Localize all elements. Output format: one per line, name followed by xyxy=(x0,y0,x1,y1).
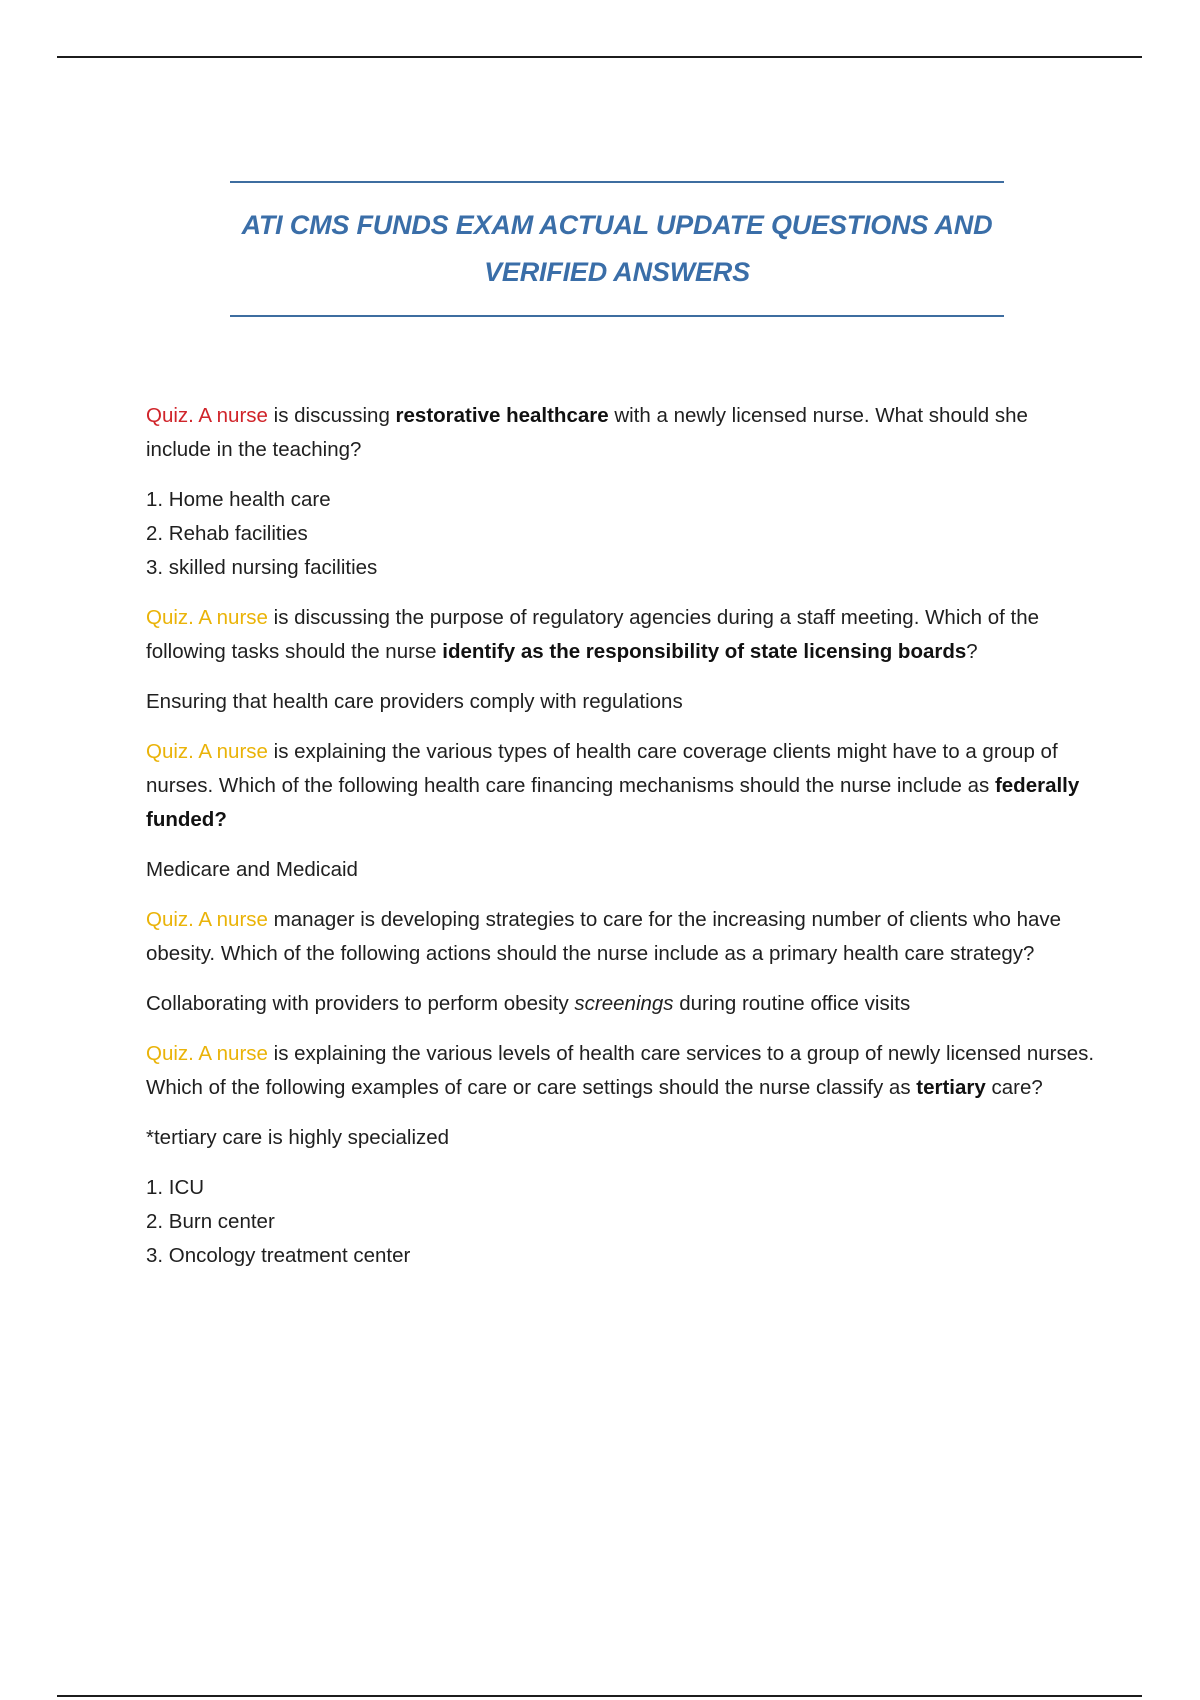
footer-rule xyxy=(57,1695,1142,1697)
answer-3: Medicare and Medicaid xyxy=(146,858,358,881)
list-item: 1. ICU xyxy=(146,1176,205,1199)
emphasis: tertiary xyxy=(916,1076,986,1099)
answer-2: Ensuring that health care providers comply with regulations xyxy=(146,690,683,713)
list-item: 3. Oncology treatment center xyxy=(146,1244,411,1267)
list-item: 3. skilled nursing facilities xyxy=(146,556,378,579)
answer-5-note: *tertiary care is highly specialized xyxy=(146,1126,450,1149)
header-rule xyxy=(57,56,1142,58)
emphasis: federally funded? xyxy=(146,774,1080,831)
emphasis: identify as the responsibility of state licensing boards xyxy=(442,640,967,663)
quiz-prefix: Quiz. A nurse xyxy=(146,740,268,763)
quiz-prefix: Quiz. A nurse xyxy=(146,1042,268,1065)
answer-list-5 xyxy=(146,1171,1096,1273)
question-5: Quiz. A nurse is explaining the various levels of health care services to a group of newly licensed nurses. Which of the following examples of care or care settings should the nurse classify as tertiary care? xyxy=(146,1042,1095,1099)
quiz-prefix: Quiz. A nurse xyxy=(146,606,268,629)
document-title xyxy=(242,202,993,296)
question-2: Quiz. A nurse is discussing the purpose of regulatory agencies during a staff meeting. Which of the following tasks should the nurse identify as the responsibility of state licensing boards? xyxy=(146,606,1040,663)
document-body xyxy=(146,399,1096,1289)
list-item: 2. Burn center xyxy=(146,1210,275,1233)
emphasis: restorative healthcare xyxy=(395,404,609,427)
answer-4: Collaborating with providers to perform obesity screenings during routine office visits xyxy=(146,992,911,1015)
title-block xyxy=(230,181,1004,317)
quiz-prefix: Quiz. A nurse xyxy=(146,908,268,931)
title-line-1: ATI CMS FUNDS EXAM ACTUAL UPDATE QUESTIONS AND xyxy=(241,210,993,240)
question-1: Quiz. A nurse is discussing restorative healthcare with a newly licensed nurse. What should she include in the teaching? xyxy=(146,404,1028,461)
title-line-2: VERIFIED ANSWERS xyxy=(484,257,750,287)
quiz-prefix: Quiz. A nurse xyxy=(146,404,268,427)
list-item: 1. Home health care xyxy=(146,488,331,511)
question-4: Quiz. A nurse manager is developing strategies to care for the increasing number of clients who have obesity. Which of the following actions should the nurse include as a primary health care strategy? xyxy=(146,908,1062,965)
question-3: Quiz. A nurse is explaining the various types of health care coverage clients might have to a group of nurses. Which of the following health care financing mechanisms should the nurse include as federally funded? xyxy=(146,740,1080,831)
answer-list-1 xyxy=(146,483,1096,585)
list-item: 2. Rehab facilities xyxy=(146,522,308,545)
